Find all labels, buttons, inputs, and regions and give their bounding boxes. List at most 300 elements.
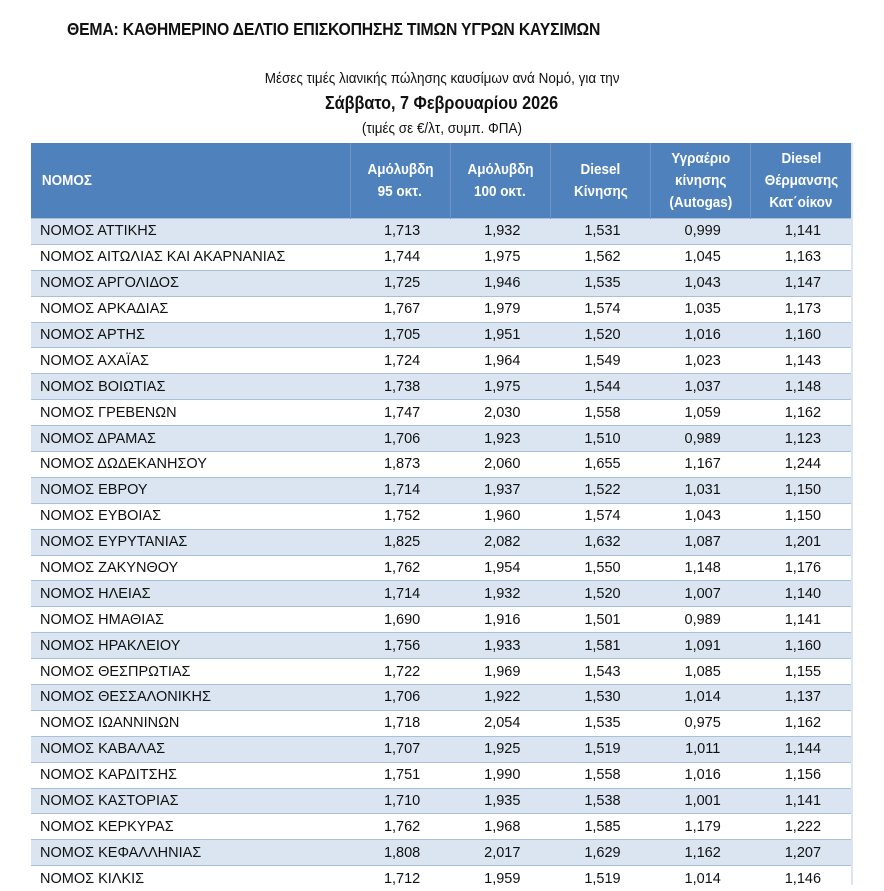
diesel-cell: [550, 814, 650, 840]
diesel-cell: [550, 555, 650, 581]
prefecture-name-cell: ΝΟΜΟΣ ΒΟΙΩΤΙΑΣ: [31, 374, 350, 400]
price-value: 1,937: [480, 482, 520, 498]
column-header-line: Diesel: [581, 159, 621, 181]
price-value: 1,520: [580, 327, 620, 343]
price-value: 1,990: [480, 767, 520, 783]
diesel-cell: [550, 866, 650, 891]
fuel-prices-table: [31, 143, 851, 891]
unleaded-95-cell: [350, 866, 450, 891]
heating-oil-cell: [751, 270, 851, 296]
column-header-line: Diesel: [781, 148, 821, 170]
heating-oil-cell: [751, 710, 851, 736]
price-value: 1,148: [781, 379, 821, 395]
price-value: 1,150: [781, 482, 821, 498]
price-value: 1,713: [380, 223, 420, 239]
price-value: 1,975: [480, 379, 520, 395]
price-value: 1,155: [781, 664, 821, 680]
header-heating-oil: [751, 143, 851, 219]
price-value: 1,959: [480, 871, 520, 887]
price-value: 1,144: [781, 741, 821, 757]
header-unleaded-100: [450, 143, 550, 219]
diesel-cell: [550, 219, 650, 245]
column-header-line: (Autogas): [669, 192, 732, 214]
price-value: 1,873: [380, 456, 420, 472]
price-value: 1,535: [580, 715, 620, 731]
table-row: [31, 322, 851, 348]
price-value: 1,932: [480, 223, 520, 239]
autogas-cell: [651, 607, 751, 633]
price-value: 2,030: [480, 405, 520, 421]
price-value: 1,037: [681, 379, 721, 395]
price-value: 1,951: [480, 327, 520, 343]
diesel-cell: [550, 788, 650, 814]
column-header-line: ΝΟΜΟΣ: [42, 170, 92, 192]
price-value: 1,550: [580, 560, 620, 576]
unleaded-100-cell: [450, 762, 550, 788]
autogas-cell: [651, 788, 751, 814]
prefecture-name-cell: ΝΟΜΟΣ ΚΕΦΑΛΛΗΝΙΑΣ: [31, 840, 350, 866]
column-header-line: Θέρμανσης: [764, 170, 837, 192]
price-value: 1,031: [681, 482, 721, 498]
column-header-line: Κατ΄οίκον: [770, 192, 833, 214]
heating-oil-cell: [751, 219, 851, 245]
unleaded-95-cell: [350, 244, 450, 270]
price-value: 1,979: [480, 301, 520, 317]
subtitle-wrapper: [0, 70, 884, 87]
prefecture-name-cell: ΝΟΜΟΣ ΔΡΑΜΑΣ: [31, 426, 350, 452]
prefecture-name-cell: ΝΟΜΟΣ ΚΑΣΤΟΡΙΑΣ: [31, 788, 350, 814]
heating-oil-cell: [751, 840, 851, 866]
table-row: [31, 866, 851, 891]
autogas-cell: [651, 840, 751, 866]
table-body: [31, 219, 851, 891]
unleaded-100-cell: [450, 477, 550, 503]
unleaded-95-cell: [350, 736, 450, 762]
diesel-cell: [550, 503, 650, 529]
price-value: 1,923: [480, 431, 520, 447]
price-value: 1,933: [480, 638, 520, 654]
unleaded-100-cell: [450, 788, 550, 814]
heating-oil-cell: [751, 736, 851, 762]
prefecture-name-cell: ΝΟΜΟΣ ΑΡΚΑΔΙΑΣ: [31, 296, 350, 322]
price-value: 1,150: [781, 508, 821, 524]
table-row: [31, 452, 851, 478]
price-value: 1,825: [380, 534, 420, 550]
price-value: 1,146: [781, 871, 821, 887]
prefecture-name-cell: ΝΟΜΟΣ ΗΜΑΘΙΑΣ: [31, 607, 350, 633]
diesel-cell: [550, 633, 650, 659]
autogas-cell: [651, 219, 751, 245]
unleaded-100-cell: [450, 607, 550, 633]
price-value: 1,043: [681, 508, 721, 524]
heating-oil-cell: [751, 633, 851, 659]
column-header-line: Υγραέριο: [671, 148, 730, 170]
table-row: [31, 840, 851, 866]
price-value: 1,091: [681, 638, 721, 654]
price-value: 1,520: [580, 586, 620, 602]
subtitle: Μέσες τιμές λιανικής πώλησης καυσίμων ανά Νομό, για την: [265, 70, 620, 87]
price-value: 1,932: [480, 586, 520, 602]
unleaded-100-cell: [450, 736, 550, 762]
unleaded-100-cell: [450, 322, 550, 348]
price-value: 1,756: [380, 638, 420, 654]
column-header-line: 100 οκτ.: [474, 181, 526, 203]
price-value: 1,510: [580, 431, 620, 447]
price-value: 1,530: [580, 689, 620, 705]
price-value: 1,690: [380, 612, 420, 628]
diesel-cell: [550, 244, 650, 270]
price-value: 1,574: [580, 508, 620, 524]
price-value: 1,176: [781, 560, 821, 576]
table-row: [31, 762, 851, 788]
unleaded-95-cell: [350, 840, 450, 866]
unleaded-95-cell: [350, 555, 450, 581]
column-header-line: κίνησης: [675, 170, 726, 192]
price-value: 1,747: [380, 405, 420, 421]
price-value: 1,558: [580, 767, 620, 783]
table-row: [31, 659, 851, 685]
table-row: [31, 426, 851, 452]
unleaded-95-cell: [350, 633, 450, 659]
unleaded-100-cell: [450, 244, 550, 270]
price-value: 1,975: [480, 249, 520, 265]
unleaded-100-cell: [450, 503, 550, 529]
autogas-cell: [651, 296, 751, 322]
heating-oil-cell: [751, 555, 851, 581]
price-value: 1,014: [681, 689, 721, 705]
heating-oil-cell: [751, 659, 851, 685]
price-value: 1,969: [480, 664, 520, 680]
autogas-cell: [651, 374, 751, 400]
price-value: 1,922: [480, 689, 520, 705]
diesel-cell: [550, 322, 650, 348]
price-value: 1,162: [781, 715, 821, 731]
table-row: [31, 710, 851, 736]
prefecture-name-cell: ΝΟΜΟΣ ΖΑΚΥΝΘΟΥ: [31, 555, 350, 581]
price-value: 1,522: [580, 482, 620, 498]
diesel-cell: [550, 659, 650, 685]
price-value: 1,179: [681, 819, 721, 835]
column-header-line: 95 οκτ.: [378, 181, 422, 203]
heating-oil-cell: [751, 762, 851, 788]
diesel-cell: [550, 477, 650, 503]
price-value: 1,960: [480, 508, 520, 524]
price-value: 1,581: [580, 638, 620, 654]
price-value: 1,244: [781, 456, 821, 472]
price-value: 1,087: [681, 534, 721, 550]
heating-oil-cell: [751, 788, 851, 814]
table-row: [31, 348, 851, 374]
unleaded-100-cell: [450, 270, 550, 296]
unleaded-95-cell: [350, 710, 450, 736]
autogas-cell: [651, 736, 751, 762]
unleaded-100-cell: [450, 452, 550, 478]
price-value: 2,082: [480, 534, 520, 550]
price-value: 1,725: [380, 275, 420, 291]
price-value: 1,707: [380, 741, 420, 757]
diesel-cell: [550, 529, 650, 555]
price-value: 2,060: [480, 456, 520, 472]
prefecture-name-cell: ΝΟΜΟΣ ΔΩΔΕΚΑΝΗΣΟΥ: [31, 452, 350, 478]
prefecture-name-cell: ΝΟΜΟΣ ΙΩΑΝΝΙΝΩΝ: [31, 710, 350, 736]
column-header-line: Αμόλυβδη: [367, 159, 433, 181]
autogas-cell: [651, 555, 751, 581]
table-row: [31, 736, 851, 762]
price-value: 1,045: [681, 249, 721, 265]
table-row: [31, 244, 851, 270]
prefecture-name-cell: ΝΟΜΟΣ ΚΕΡΚΥΡΑΣ: [31, 814, 350, 840]
price-value: 1,141: [781, 612, 821, 628]
price-value: 1,722: [380, 664, 420, 680]
unleaded-95-cell: [350, 270, 450, 296]
unleaded-95-cell: [350, 581, 450, 607]
prefecture-name-cell: ΝΟΜΟΣ ΓΡΕΒΕΝΩΝ: [31, 400, 350, 426]
unleaded-100-cell: [450, 400, 550, 426]
price-value: 1,738: [380, 379, 420, 395]
price-value: 2,054: [480, 715, 520, 731]
price-value: 0,975: [681, 715, 721, 731]
diesel-cell: [550, 400, 650, 426]
price-value: 1,001: [681, 793, 721, 809]
price-value: 1,156: [781, 767, 821, 783]
price-value: 1,710: [380, 793, 420, 809]
price-value: 1,535: [580, 275, 620, 291]
header-diesel: [550, 143, 650, 219]
prefecture-name-cell: ΝΟΜΟΣ ΑΤΤΙΚΗΣ: [31, 219, 350, 245]
prefecture-name-cell: ΝΟΜΟΣ ΕΥΡΥΤΑΝΙΑΣ: [31, 529, 350, 555]
heating-oil-cell: [751, 685, 851, 711]
price-value: 1,712: [380, 871, 420, 887]
heating-oil-cell: [751, 814, 851, 840]
heating-oil-cell: [751, 503, 851, 529]
price-value: 1,762: [380, 560, 420, 576]
unleaded-100-cell: [450, 555, 550, 581]
price-value: 1,531: [580, 223, 620, 239]
price-value: 1,167: [681, 456, 721, 472]
unleaded-95-cell: [350, 685, 450, 711]
unleaded-100-cell: [450, 374, 550, 400]
autogas-cell: [651, 244, 751, 270]
table-row: [31, 607, 851, 633]
price-value: 1,043: [681, 275, 721, 291]
autogas-cell: [651, 400, 751, 426]
units-wrapper: [0, 120, 884, 137]
table-header-row: [31, 143, 851, 219]
diesel-cell: [550, 374, 650, 400]
price-value: 1,549: [580, 353, 620, 369]
price-value: 1,752: [380, 508, 420, 524]
price-value: 1,141: [781, 793, 821, 809]
price-value: 1,964: [480, 353, 520, 369]
heating-oil-cell: [751, 374, 851, 400]
price-value: 1,162: [681, 845, 721, 861]
unleaded-100-cell: [450, 685, 550, 711]
price-value: 1,935: [480, 793, 520, 809]
autogas-cell: [651, 659, 751, 685]
heating-oil-cell: [751, 322, 851, 348]
autogas-cell: [651, 710, 751, 736]
price-value: 0,999: [681, 223, 721, 239]
price-value: 1,148: [681, 560, 721, 576]
prefecture-name-cell: ΝΟΜΟΣ ΚΑΡΔΙΤΣΗΣ: [31, 762, 350, 788]
heating-oil-cell: [751, 452, 851, 478]
prefecture-name-cell: ΝΟΜΟΣ ΘΕΣΠΡΩΤΙΑΣ: [31, 659, 350, 685]
price-value: 1,714: [380, 586, 420, 602]
report-date: Σάββατο, 7 Φεβρουαρίου 2026: [325, 93, 558, 114]
price-value: 1,632: [580, 534, 620, 550]
price-value: 1,137: [781, 689, 821, 705]
autogas-cell: [651, 452, 751, 478]
price-value: 1,562: [580, 249, 620, 265]
autogas-cell: [651, 322, 751, 348]
price-value: 1,706: [380, 431, 420, 447]
price-value: 1,705: [380, 327, 420, 343]
unleaded-95-cell: [350, 762, 450, 788]
price-value: 1,718: [380, 715, 420, 731]
price-value: 1,162: [781, 405, 821, 421]
price-value: 1,714: [380, 482, 420, 498]
unleaded-95-cell: [350, 426, 450, 452]
unleaded-95-cell: [350, 659, 450, 685]
unleaded-100-cell: [450, 529, 550, 555]
unleaded-95-cell: [350, 219, 450, 245]
unleaded-95-cell: [350, 322, 450, 348]
table-row: [31, 685, 851, 711]
prefecture-name-cell: ΝΟΜΟΣ ΑΡΤΗΣ: [31, 322, 350, 348]
diesel-cell: [550, 270, 650, 296]
price-value: 0,989: [681, 431, 721, 447]
unleaded-100-cell: [450, 866, 550, 891]
price-value: 1,519: [580, 871, 620, 887]
prefecture-name-cell: ΝΟΜΟΣ ΕΒΡΟΥ: [31, 477, 350, 503]
heating-oil-cell: [751, 477, 851, 503]
unleaded-95-cell: [350, 529, 450, 555]
price-value: 1,946: [480, 275, 520, 291]
price-value: 1,163: [781, 249, 821, 265]
price-value: 1,744: [380, 249, 420, 265]
price-value: 0,989: [681, 612, 721, 628]
heating-oil-cell: [751, 348, 851, 374]
unleaded-100-cell: [450, 296, 550, 322]
price-value: 1,014: [681, 871, 721, 887]
diesel-cell: [550, 426, 650, 452]
unleaded-95-cell: [350, 814, 450, 840]
autogas-cell: [651, 866, 751, 891]
price-value: 1,751: [380, 767, 420, 783]
diesel-cell: [550, 736, 650, 762]
price-value: 1,538: [580, 793, 620, 809]
table-row: [31, 555, 851, 581]
column-header-line: Αμόλυβδη: [467, 159, 533, 181]
unleaded-95-cell: [350, 296, 450, 322]
price-value: 1,173: [781, 301, 821, 317]
autogas-cell: [651, 348, 751, 374]
autogas-cell: [651, 529, 751, 555]
autogas-cell: [651, 270, 751, 296]
autogas-cell: [651, 477, 751, 503]
unleaded-100-cell: [450, 219, 550, 245]
price-value: 1,916: [480, 612, 520, 628]
price-value: 1,160: [781, 638, 821, 654]
diesel-cell: [550, 840, 650, 866]
column-header-line: Κίνησης: [574, 181, 628, 203]
unleaded-100-cell: [450, 633, 550, 659]
prefecture-name-cell: ΝΟΜΟΣ ΑΙΤΩΛΙΑΣ ΚΑΙ ΑΚΑΡΝΑΝΙΑΣ: [31, 244, 350, 270]
table-row: [31, 788, 851, 814]
heating-oil-cell: [751, 866, 851, 891]
unleaded-95-cell: [350, 607, 450, 633]
unleaded-95-cell: [350, 400, 450, 426]
table-row: [31, 296, 851, 322]
table-row: [31, 219, 851, 245]
price-value: 1,925: [480, 741, 520, 757]
autogas-cell: [651, 581, 751, 607]
price-value: 1,558: [580, 405, 620, 421]
unleaded-100-cell: [450, 426, 550, 452]
prefecture-name-cell: ΝΟΜΟΣ ΑΡΓΟΛΙΔΟΣ: [31, 270, 350, 296]
price-value: 1,147: [781, 275, 821, 291]
unleaded-100-cell: [450, 659, 550, 685]
unleaded-100-cell: [450, 840, 550, 866]
unleaded-95-cell: [350, 348, 450, 374]
unleaded-100-cell: [450, 814, 550, 840]
unleaded-95-cell: [350, 503, 450, 529]
price-value: 1,574: [580, 301, 620, 317]
table-row: [31, 270, 851, 296]
price-value: 1,016: [681, 767, 721, 783]
date-wrapper: [0, 93, 884, 114]
heating-oil-cell: [751, 529, 851, 555]
header-unleaded-95: [350, 143, 450, 219]
price-value: 1,222: [781, 819, 821, 835]
prefecture-name-cell: ΝΟΜΟΣ ΚΙΛΚΙΣ: [31, 866, 350, 891]
price-value: 1,544: [580, 379, 620, 395]
unleaded-100-cell: [450, 348, 550, 374]
unleaded-95-cell: [350, 374, 450, 400]
heating-oil-cell: [751, 607, 851, 633]
price-value: 1,706: [380, 689, 420, 705]
autogas-cell: [651, 633, 751, 659]
price-value: 1,724: [380, 353, 420, 369]
price-value: 1,501: [580, 612, 620, 628]
prefecture-name-cell: ΝΟΜΟΣ ΑΧΑΪΑΣ: [31, 348, 350, 374]
heating-oil-cell: [751, 581, 851, 607]
unleaded-95-cell: [350, 477, 450, 503]
diesel-cell: [550, 581, 650, 607]
price-value: 1,207: [781, 845, 821, 861]
table-row: [31, 400, 851, 426]
price-value: 1,762: [380, 819, 420, 835]
unleaded-100-cell: [450, 581, 550, 607]
table-row: [31, 814, 851, 840]
price-value: 1,543: [580, 664, 620, 680]
price-value: 1,011: [681, 741, 720, 757]
price-value: 1,160: [781, 327, 821, 343]
price-value: 1,629: [580, 845, 620, 861]
price-value: 1,035: [681, 301, 721, 317]
header-nomos: [31, 143, 350, 219]
diesel-cell: [550, 348, 650, 374]
prefecture-name-cell: ΝΟΜΟΣ ΗΡΑΚΛΕΙΟΥ: [31, 633, 350, 659]
price-value: 1,519: [580, 741, 620, 757]
price-value: 1,954: [480, 560, 520, 576]
prefecture-name-cell: ΝΟΜΟΣ ΚΑΒΑΛΑΣ: [31, 736, 350, 762]
autogas-cell: [651, 814, 751, 840]
diesel-cell: [550, 762, 650, 788]
diesel-cell: [550, 296, 650, 322]
heating-oil-cell: [751, 296, 851, 322]
prefecture-name-cell: ΝΟΜΟΣ ΘΕΣΣΑΛΟΝΙΚΗΣ: [31, 685, 350, 711]
